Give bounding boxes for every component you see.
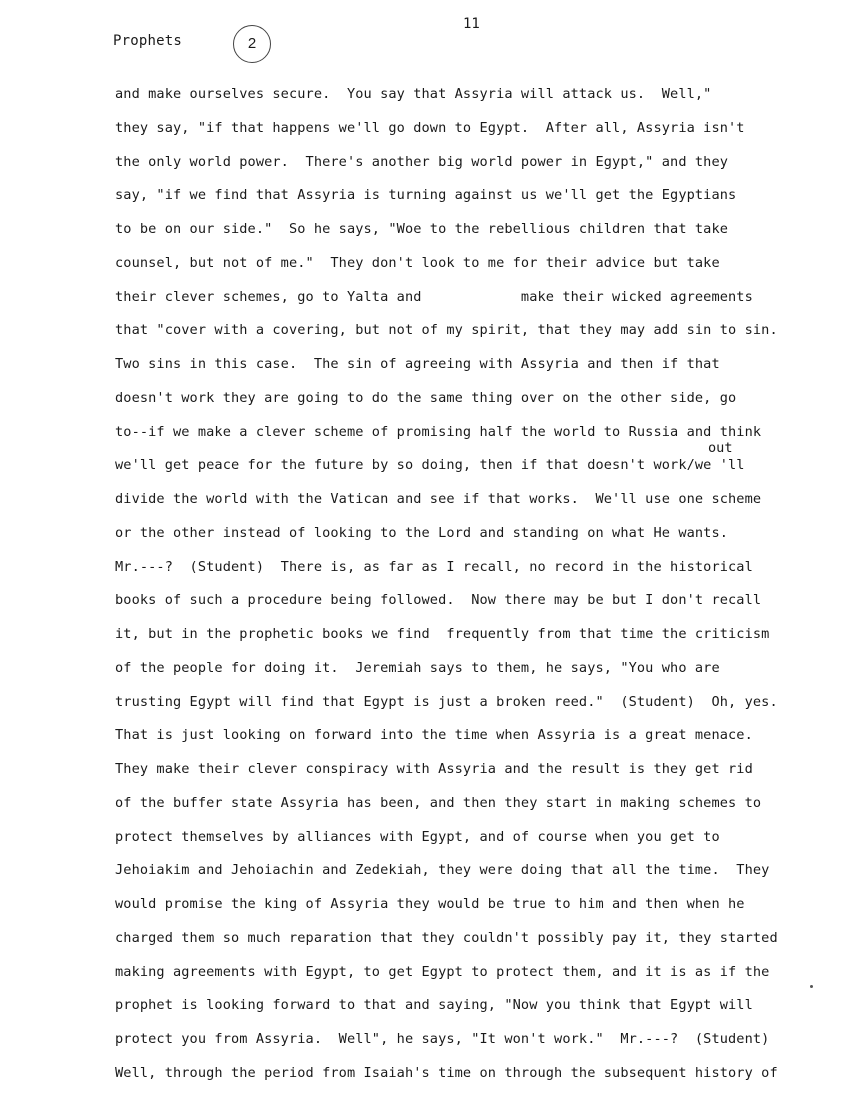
text-line: and make ourselves secure. You say that Assyria will attack us. Well,"	[115, 86, 712, 102]
text-line: That is just looking on forward into the time when Assyria is a great menace.	[115, 727, 753, 744]
text-line: their clever schemes, go to Yalta and make their wicked agreements	[115, 288, 753, 305]
text-line: that "cover with a covering, but not of my spirit, that they may add sin to sin.	[115, 322, 778, 339]
text-line: prophet is looking forward to that and saying, "Now you think that Egypt will	[115, 997, 753, 1014]
text-line: would promise the king of Assyria they would be true to him and then when he	[115, 896, 745, 912]
page-number: 11	[463, 16, 480, 32]
text-line: protect themselves by alliances with Egypt, and of course when you get to	[115, 828, 720, 845]
text-line: They make their clever conspiracy with Assyria and the result is they get rid	[115, 761, 753, 777]
text-line: divide the world with the Vatican and see if that works. We'll use one scheme	[115, 491, 762, 507]
text-line: books of such a procedure being followed. Now there may be but I don't recall	[115, 592, 762, 609]
text-line: doesn't work they are going to do the same thing over on the other side, go	[115, 389, 737, 406]
text-line: the only world power. There's another big world power in Egypt," and they	[115, 153, 729, 170]
circled-section-number: 2	[233, 25, 271, 63]
text-line: protect you from Assyria. Well", he says, "It won't work." Mr.---? (Student)	[115, 1031, 770, 1047]
text-line: trusting Egypt will find that Egypt is just a broken reed." (Student) Oh, yes.	[115, 693, 778, 710]
text-line: they say, "if that happens we'll go down to Egypt. After all, Assyria isn't	[115, 119, 745, 136]
text-line: making agreements with Egypt, to get Egypt to protect them, and it is as if the	[115, 963, 770, 980]
text-line: to be on our side." So he says, "Woe to the rebellious children that take	[115, 221, 729, 237]
text-line: charged them so much reparation that they couldn't possibly pay it, they started	[115, 929, 778, 946]
text-line: Mr.---? (Student) There is, as far as I recall, no record in the historical	[115, 558, 753, 575]
text-line: to--if we make a clever scheme of promising half the world to Russia and think	[115, 423, 762, 440]
text-line: of the buffer state Assyria has been, and then they start in making schemes to	[115, 794, 762, 811]
text-line: Well, through the period from Isaiah's time on through the subsequent history of	[115, 1064, 778, 1081]
text-line: or the other instead of looking to the Lord and standing on what He wants.	[115, 524, 729, 541]
text-line: say, "if we find that Assyria is turning against us we'll get the Egyptians	[115, 187, 737, 204]
text-line: we'll get peace for the future by so doing, then if that doesn't work/we 'll	[115, 457, 745, 474]
text-line: Jehoiakim and Jehoiachin and Zedekiah, they were doing that all the time. They	[115, 862, 770, 879]
margin-speck	[810, 985, 813, 988]
text-line: counsel, but not of me." They don't look to me for their advice but take	[115, 254, 720, 271]
text-line: of the people for doing it. Jeremiah says to them, he says, "You who are	[115, 659, 720, 676]
text-line: it, but in the prophetic books we find frequently from that time the criticism	[115, 626, 770, 642]
running-title: Prophets	[113, 33, 183, 49]
text-line: Two sins in this case. The sin of agreeing with Assyria and then if that	[115, 356, 720, 372]
interlinear-insertion: out	[708, 440, 733, 456]
